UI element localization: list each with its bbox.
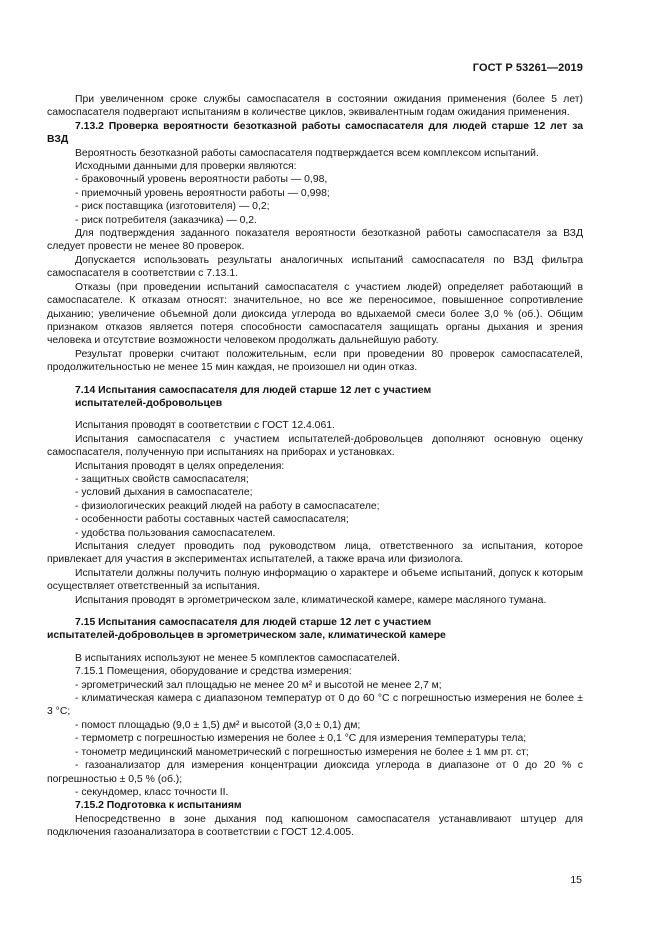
list-item: - эргометрический зал площадью не менее 20 м² и высотой не менее 2,7 м; bbox=[75, 679, 442, 691]
list-item: - тонометр медицинский манометрический с погрешностью измерения не более ± 1 мм рт. ст; bbox=[75, 746, 529, 758]
section-heading-7-15: 7.15 Испытания самоспасателя для людей старше 12 лет с участием bbox=[75, 617, 432, 629]
section-heading-7-15-cont: испытателей-добровольцев в эргометрическом зале, климатической камере bbox=[47, 630, 446, 642]
page-number: 15 bbox=[570, 874, 582, 886]
list-item: - физиологических реакций людей на работу в самоспасателе; bbox=[75, 500, 380, 512]
paragraph: При увеличенном сроке службы самоспасателя в состоянии ожидания применения (более 5 лет) самоспасателя подвергают испытаниям в количестве циклов, эквивалентным годам ожидания применения. bbox=[47, 94, 583, 119]
list-item: - браковочный уровень вероятности работы — 0,98, bbox=[75, 174, 328, 186]
standard-designation: ГОСТ Р 53261—2019 bbox=[472, 62, 583, 74]
list-item: - защитных свойств самоспасателя; bbox=[75, 473, 249, 485]
list-item: - газоанализатор для измерения концентрации диоксида углерода в диапазоне от 0 до 20 % с погрешностью ± 0,5 % (об.); bbox=[47, 760, 583, 785]
paragraph: В испытаниях используют не менее 5 комплектов самоспасателей. bbox=[75, 652, 400, 664]
paragraph: Непосредственно в зоне дыхания под капюшоном самоспасателя устанавливают штуцер для подключения газоанализатора в соответствии с ГОСТ 12.4.005. bbox=[47, 813, 583, 839]
list-item: - удобства пользования самоспасателем. bbox=[75, 527, 276, 539]
paragraph: Вероятность безотказной работы самоспасателя подтверждается всем комплексом испытаний. bbox=[75, 147, 539, 159]
section-heading-7-13-2: 7.13.2 Проверка вероятности безотказной работы самоспасателя для людей старше 12 лет за ВЗД bbox=[47, 120, 583, 146]
section-heading-7-14: 7.14 Испытания самоспасателя для людей старше 12 лет с участием bbox=[75, 384, 432, 396]
paragraph: Результат проверки считают положительным, если при проведении 80 проверок самоспасателей, продолжительностью не менее 15 мин каждая, не произошел ни один отказ. bbox=[47, 348, 583, 374]
paragraph: Исходными данными для проверки являются: bbox=[75, 161, 297, 173]
list-item: - секундомер, класс точности II. bbox=[75, 786, 229, 798]
paragraph: Испытания самоспасателя с участием испытателей-добровольцев дополняют основную оценку самоспасателя, полученную при испытаниях на приборах и установках. bbox=[47, 433, 583, 459]
list-item: - условий дыхания в самоспасателе; bbox=[75, 487, 253, 499]
list-item: - особенности работы составных частей самоспасателя; bbox=[75, 514, 349, 526]
paragraph: Испытания следует проводить под руководством лица, ответственного за испытания, которое привлекает для участия в экспериментах испытателей, а также врача или физиолога. bbox=[47, 541, 583, 566]
list-item: - риск поставщика (изготовителя) — 0,2; bbox=[75, 201, 270, 213]
section-heading-7-15-2: 7.15.2 Подготовка к испытаниям bbox=[75, 800, 242, 812]
paragraph: Испытатели должны получить полную информацию о характере и объеме испытаний, допуск к которым осуществляет ответственный за испытания. bbox=[47, 567, 583, 593]
paragraph: Испытания проводят в соответствии с ГОСТ 12.4.061. bbox=[75, 420, 335, 432]
list-item: - климатическая камера с диапазоном температур от 0 до 60 °С с погрешностью измерения не более ± 3 °С; bbox=[47, 693, 583, 718]
paragraph: Допускается использовать результаты аналогичных испытаний самоспасателя по ВЗД фильтра самоспасателя в соответствии с 7.13.1. bbox=[47, 254, 583, 280]
paragraph: 7.15.1 Помещения, оборудование и средства измерения: bbox=[75, 666, 352, 678]
document-body bbox=[47, 93, 583, 840]
list-item: - термометр с погрешностью измерения не более ± 0,1 °С для измерения температуры тела; bbox=[75, 733, 527, 745]
paragraph: Испытания проводят в целях определения: bbox=[75, 460, 285, 472]
section-heading-7-14-cont: испытателей-добровольцев bbox=[75, 397, 223, 409]
list-item: - риск потребителя (заказчика) — 0,2. bbox=[75, 214, 257, 226]
paragraph: Испытания проводят в эргометрическом зале, климатической камере, камере масляного тумана. bbox=[75, 594, 547, 606]
paragraph: Для подтверждения заданного показателя вероятности безотказной работы самоспасателя за ВЗД следует провести не менее 80 проверок. bbox=[47, 228, 583, 253]
paragraph: Отказы (при проведении испытаний самоспасателя с участием людей) определяет работающий в самоспасателе. К отказам относят: значительное, но все же переносимое, повышенное сопротивление дыханию; увеличение объемной доли диоксида углерода во вдыхаемой смеси более 3,0 % (об.). Общим признаком отказов является потеря способности самоспасателя защищать органы дыхания и зрения человека и отсутствие возможности человеком продолжать дальнейшую работу. bbox=[47, 281, 583, 347]
list-item: - приемочный уровень вероятности работы — 0,998; bbox=[75, 187, 330, 199]
list-item: - помост площадью (9,0 ± 1,5) дм² и высотой (3,0 ± 0,1) дм; bbox=[75, 719, 361, 731]
